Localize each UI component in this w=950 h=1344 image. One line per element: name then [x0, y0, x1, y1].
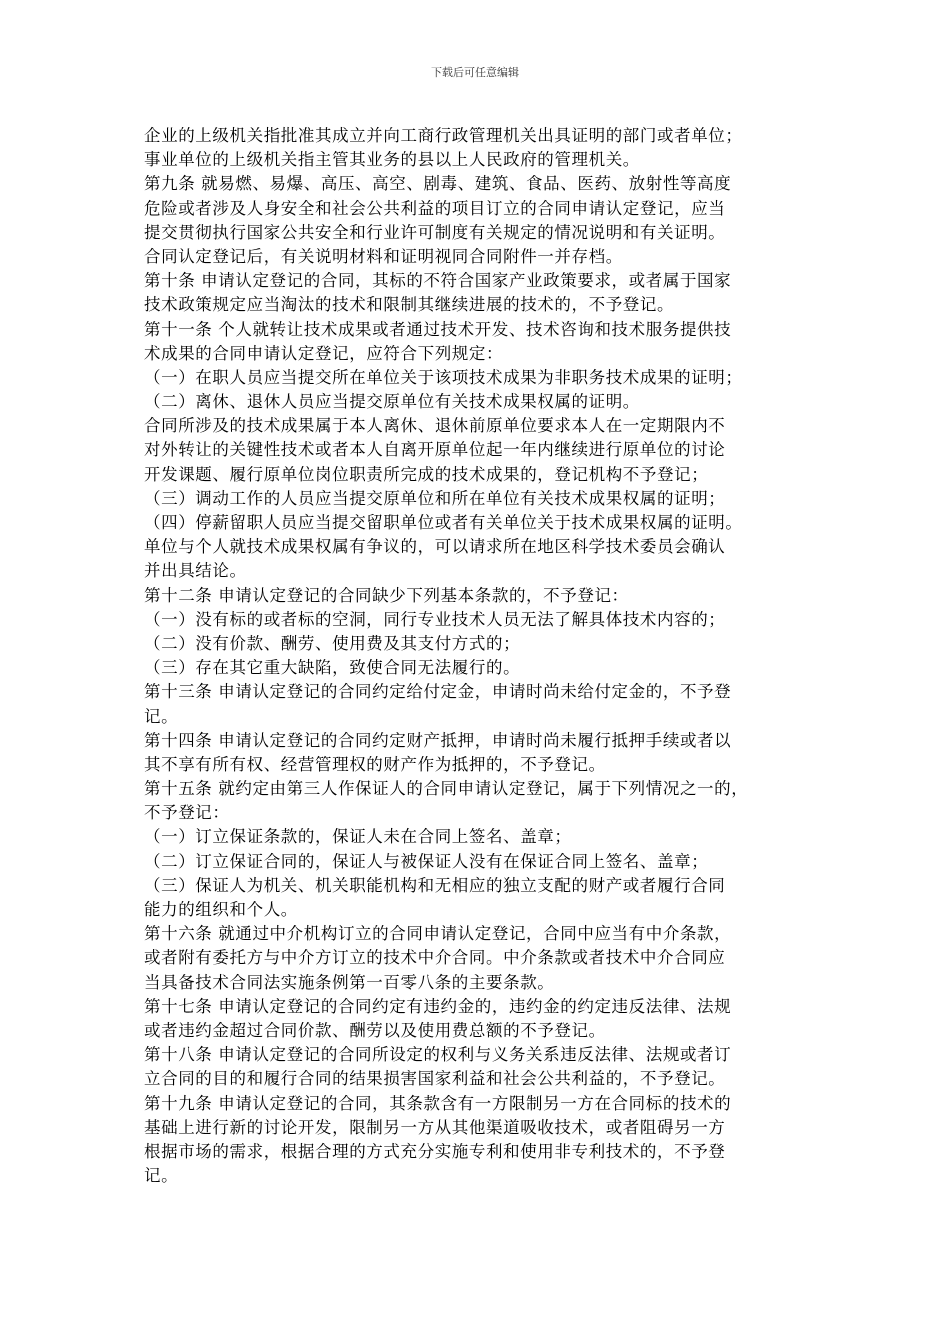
text-line: 第十九条 申请认定登记的合同，其条款含有一方限制另一方在合同标的技术的 [144, 1093, 732, 1113]
text-line: （一）在职人员应当提交所在单位关于该项技术成果为非职务技术成果的证明； [144, 367, 743, 387]
text-line: 基础上进行新的讨论开发，限制另一方从其他渠道吸收技术，或者阻碍另一方 [144, 1117, 726, 1137]
text-line: 第十七条 申请认定登记的合同约定有违约金的，违约金的约定违反法律、法规 [144, 996, 732, 1016]
text-line: 第九条 就易燃、易爆、高压、高空、剧毒、建筑、食品、医药、放射性等高度 [144, 174, 732, 194]
text-line: 第十五条 就约定由第三人作保证人的合同申请认定登记，属于下列情况之一的， [144, 779, 749, 799]
text-line: （二）没有价款、酬劳、使用费及其支付方式的； [144, 633, 521, 653]
text-line: 危险或者涉及人身安全和社会公共利益的项目订立的合同申请认定登记，应当 [144, 198, 726, 218]
text-line: 单位与个人就技术成果权属有争议的，可以请求所在地区科学技术委员会确认 [144, 537, 726, 557]
text-line: 当具备技术合同法实施条例第一百零八条的主要条款。 [144, 972, 555, 992]
text-line: 第十六条 就通过中介机构订立的合同申请认定登记，合同中应当有中介条款， [144, 924, 732, 944]
text-line: 能力的组织和个人。 [144, 900, 298, 919]
text-line: （一）没有标的或者标的空洞，同行专业技术人员无法了解具体技术内容的； [144, 609, 726, 629]
text-line: 根据市场的需求，根据合理的方式充分实施专利和使用非专利技术的，不予登 [144, 1141, 726, 1161]
text-line: 术成果的合同申请认定登记，应符合下列规定： [144, 343, 504, 363]
text-line: 合同认定登记后，有关说明材料和证明视同合同附件一并存档。 [144, 246, 623, 266]
text-line: 第十一条 个人就转让技术成果或者通过技术开发、技术咨询和技术服务提供技 [144, 319, 732, 339]
text-line: 企业的上级机关指批准其成立并向工商行政管理机关出具证明的部门或者单位； [144, 126, 743, 145]
text-line: 第十四条 申请认定登记的合同约定财产抵押，申请时尚未履行抵押手续或者以 [144, 730, 732, 750]
text-line: 其不享有所有权、经营管理权的财产作为抵押的，不予登记。 [144, 754, 606, 774]
text-line: 技术政策规定应当淘汰的技术和限制其继续进展的技术的，不予登记。 [144, 295, 675, 315]
text-line: （二）订立保证合同的，保证人与被保证人没有在保证合同上签名、盖章； [144, 851, 709, 871]
text-line: 对外转让的关键性技术或者本人自离开原单位起一年内继续进行原单位的讨论 [144, 440, 726, 460]
text-line: 不予登记： [144, 803, 230, 823]
text-line: （四）停薪留职人员应当提交留职单位或者有关单位关于技术成果权属的证明。 [144, 513, 743, 532]
text-line: （二）离休、退休人员应当提交原单位有关技术成果权属的证明。 [144, 392, 640, 412]
text-line: （三）保证人为机关、机关职能机构和无相应的独立支配的财产或者履行合同 [144, 875, 726, 895]
text-line: 并出具结论。 [144, 561, 247, 581]
text-line: 事业单位的上级机关指主管其业务的县以上人民政府的管理机关。 [144, 150, 640, 170]
text-line: 开发课题、履行原单位岗位职责所完成的技术成果的，登记机构不予登记； [144, 464, 709, 484]
text-line: 合同所涉及的技术成果属于本人离休、退休前原单位要求本人在一定期限内不 [144, 416, 726, 436]
text-line: 或者违约金超过合同价款、酬劳以及使用费总额的不予登记。 [144, 1020, 606, 1040]
text-line: 第十条 申请认定登记的合同，其标的不符合国家产业政策要求，或者属于国家 [144, 271, 732, 291]
page-header: 下载后可任意编辑 [431, 66, 519, 79]
text-line: （三）存在其它重大缺陷，致使合同无法履行的。 [144, 658, 521, 678]
text-line: 立合同的目的和履行合同的结果损害国家利益和社会公共利益的，不予登记。 [144, 1069, 726, 1089]
text-line: （三）调动工作的人员应当提交原单位和所在单位有关技术成果权属的证明； [144, 488, 726, 508]
text-line: 提交贯彻执行国家公共安全和行业许可制度有关规定的情况说明和有关证明。 [144, 222, 726, 242]
text-line: 第十三条 申请认定登记的合同约定给付定金，申请时尚未给付定金的，不予登 [144, 682, 732, 702]
text-line: 记。 [144, 706, 179, 726]
text-line: 或者附有委托方与中介方订立的技术中介合同。中介条款或者技术中介合同应 [144, 948, 726, 968]
text-line: 第十八条 申请认定登记的合同所设定的权利与义务关系违反法律、法规或者订 [144, 1045, 732, 1065]
body-text [144, 124, 814, 1188]
text-line: （一）订立保证条款的，保证人未在合同上签名、盖章； [144, 827, 572, 847]
text-line: 记。 [144, 1166, 179, 1186]
text-line: 第十二条 申请认定登记的合同缺少下列基本条款的，不予登记： [144, 585, 629, 605]
